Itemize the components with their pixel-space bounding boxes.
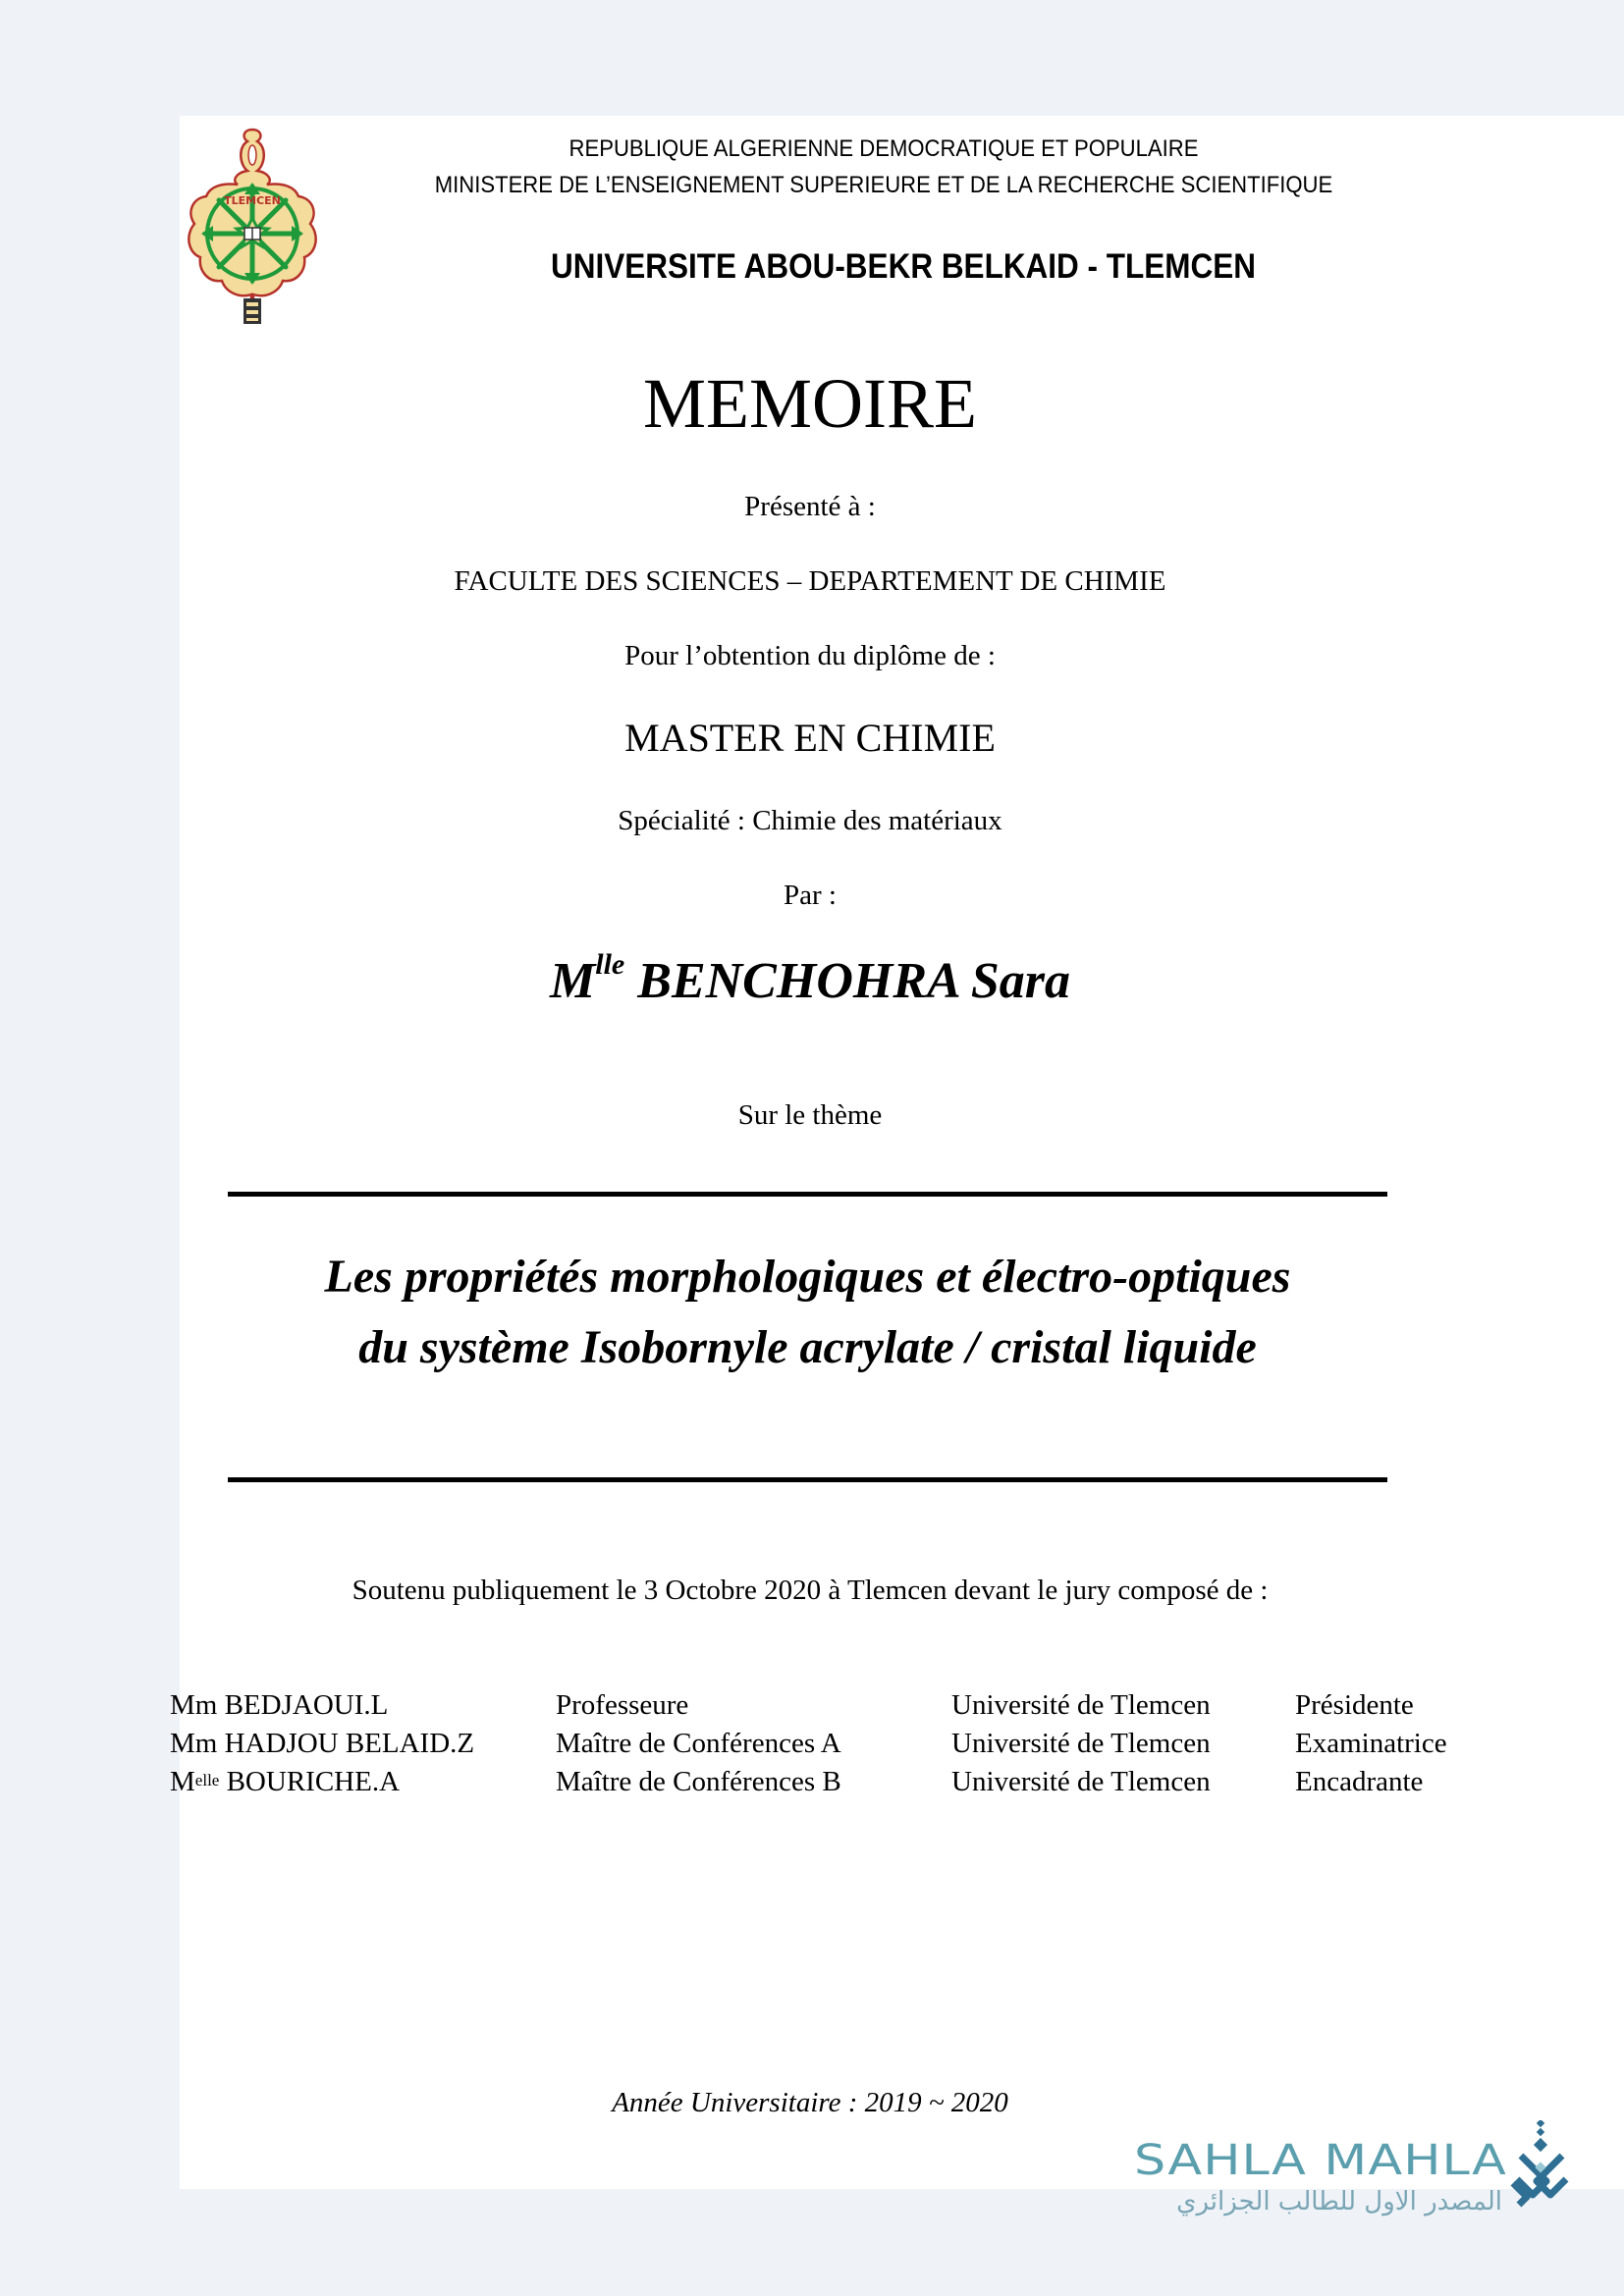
jury-member-name: Mm HADJOU BELAID.Z (170, 1728, 475, 1759)
title-divider-top (228, 1192, 1387, 1197)
jury-member-name: $M^{elle}$ BOURICHE.A (170, 1766, 401, 1797)
degree-label: Pour l’obtention du diplôme de : (624, 640, 996, 671)
theme-label: Sur le thème (737, 1099, 883, 1131)
student-prefix: M (550, 953, 596, 1009)
student-prefix-sup: lle (595, 948, 625, 981)
faculty-name: FACULTE DES SCIENCES – DEPARTEMENT DE CHIMIE (454, 565, 1166, 597)
university-name: UNIVERSITE ABOU-BEKR BELKAID - TLEMCEN (550, 247, 1257, 286)
university-emblem-icon (183, 126, 322, 338)
ministry-header: MINISTERE DE L’ENSEIGNEMENT SUPERIEURE ET DE LA RECHERCHE SCIENTIFIQUE (434, 172, 1333, 198)
jury-member-role: Encadrante (1295, 1766, 1424, 1797)
jury-member-rank: Professeure (556, 1689, 689, 1721)
jury-member-name: Mm BEDJAOUI.L (170, 1689, 389, 1721)
title-divider-bottom (228, 1477, 1387, 1482)
jury-member-role: Présidente (1295, 1689, 1414, 1721)
academic-year: Année Universitaire : 2019 ~ 2020 (612, 2087, 1008, 2118)
presented-to-label: Présenté à : (744, 491, 876, 522)
thesis-title-line-1: Les propriétés morphologiques et électro-optiques (324, 1251, 1291, 1303)
student-name (295, 948, 1326, 1010)
degree-name: MASTER EN CHIMIE (624, 716, 996, 760)
specialty: Spécialité : Chimie des matériaux (618, 805, 1002, 836)
jury-member-institution: Université de Tlemcen (951, 1728, 1211, 1759)
svg-text:TLEMCEN: TLEMCEN (224, 194, 281, 207)
student-full-name: BENCHOHRA Sara (637, 953, 1070, 1009)
watermark-brand: SAHLA MAHLA (1134, 2136, 1508, 2185)
jury-member-rank: Maître de Conférences A (556, 1728, 841, 1759)
jury-member-rank: Maître de Conférences B (556, 1766, 841, 1797)
watermark-tagline: المصدر الاول للطالب الجزائري (1176, 2187, 1502, 2216)
defense-statement: Soutenu publiquement le 3 Octobre 2020 à Tlemcen devant le jury composé de : (352, 1575, 1269, 1606)
by-label: Par : (784, 880, 837, 911)
thesis-title (228, 1242, 1387, 1383)
watermark-logo-icon (1507, 2120, 1576, 2218)
republic-header: REPUBLIQUE ALGERIENNE DEMOCRATIQUE ET POPULAIRE (568, 135, 1199, 162)
jury-member-institution: Université de Tlemcen (951, 1766, 1211, 1797)
document-type: MEMOIRE (643, 364, 977, 443)
jury-member-role: Examinatrice (1295, 1728, 1447, 1759)
jury-member-institution: Université de Tlemcen (951, 1689, 1211, 1721)
thesis-title-line-2: du système Isobornyle acrylate / cristal liquide (358, 1321, 1257, 1373)
